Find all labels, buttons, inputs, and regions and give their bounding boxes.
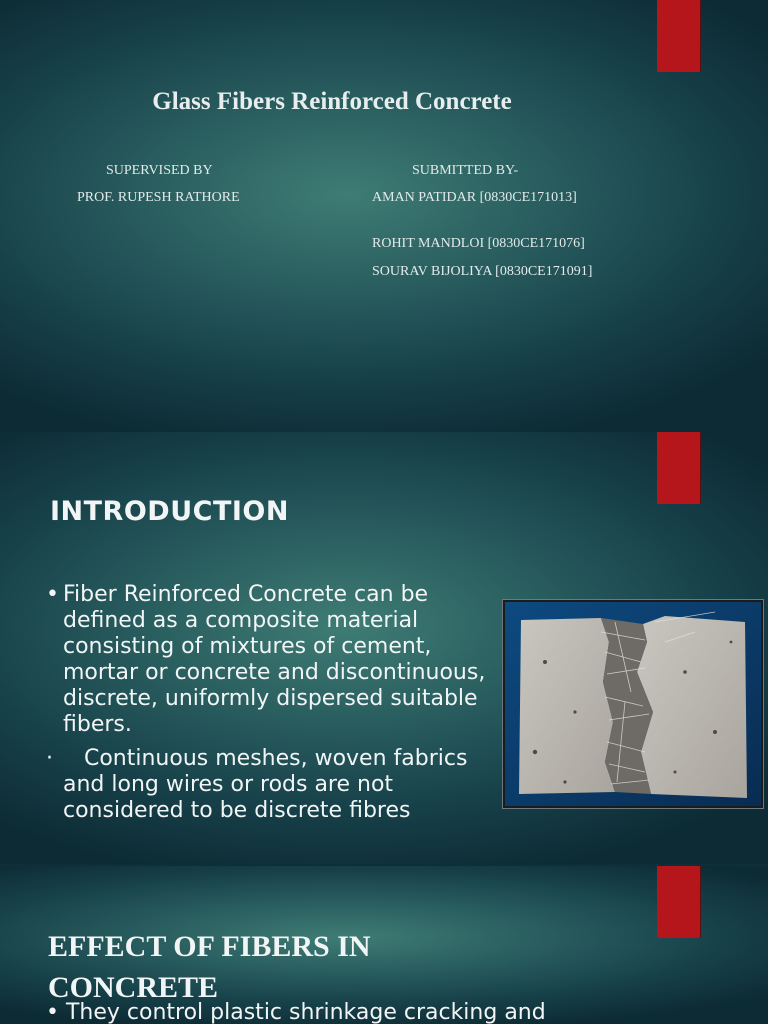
presentation-title: Glass Fibers Reinforced Concrete	[152, 88, 512, 115]
bullet-marker: •	[46, 582, 59, 607]
slide-heading: EFFECT OF FIBERS IN CONCRETE	[48, 930, 371, 1004]
supervisor-name: PROF. RUPESH RATHORE	[77, 190, 240, 205]
slide-introduction	[0, 432, 768, 864]
bullet-text: Fiber Reinforced Concrete can be defined as a composite material consisting of mixtures of cement, mortar or concrete and discontinuous, discrete, uniformly dispersed suitable fibers.	[63, 582, 486, 737]
bullet-text: They control plastic shrinkage cracking and	[65, 1000, 546, 1024]
slide-heading: INTRODUCTION	[50, 496, 289, 527]
student-name: ROHIT MANDLOI [0830CE171076]	[372, 236, 585, 251]
bullet-list	[46, 582, 486, 832]
accent-bar	[657, 432, 700, 504]
cracked-concrete-image	[505, 602, 761, 806]
student-name: SOURAV BIJOLIYA [0830CE171091]	[372, 264, 593, 279]
bullet-item	[46, 746, 486, 824]
submitted-label: SUBMITTED BY-	[412, 163, 519, 178]
fiber-concrete-photo	[503, 600, 763, 808]
student-name: AMAN PATIDAR [0830CE171013]	[372, 190, 577, 205]
bullet-item	[46, 1000, 766, 1024]
bullet-text: Continuous meshes, woven fabrics and long wires or rods are not considered to be discrete fibres	[63, 746, 482, 823]
bullet-marker: ·	[46, 746, 53, 771]
slide-title	[0, 0, 768, 432]
supervised-label: SUPERVISED BY	[106, 163, 213, 178]
accent-bar	[657, 0, 700, 72]
bullet-item	[46, 582, 486, 738]
bullet-marker: •	[46, 1000, 59, 1024]
slide-effect-of-fibers	[0, 866, 768, 1024]
accent-bar	[657, 866, 700, 938]
